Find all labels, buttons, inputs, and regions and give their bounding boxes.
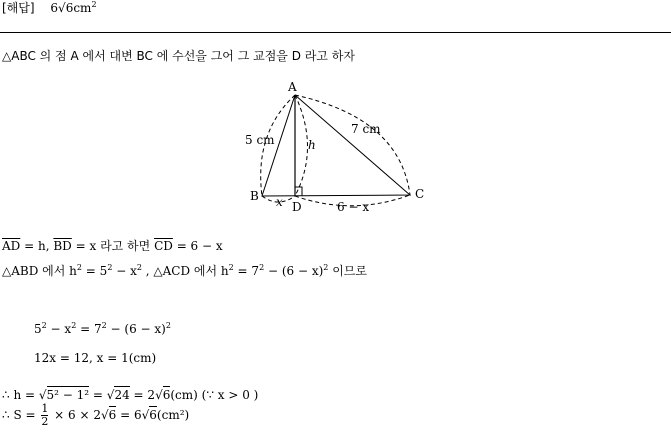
equation-2: 12x = 12, x = 1(cm) (34, 351, 157, 365)
answer-header: [해답] $6√6cm^2$ (2, 0, 97, 15)
answer-label: [해답] (2, 1, 35, 15)
rad-l4-2: 6 (149, 408, 157, 422)
answer-unit: cm (73, 1, 92, 15)
text-l2g: 이므로 (328, 264, 367, 278)
label-h: h (308, 138, 316, 152)
text-l2d: , △ACD 에서 h (141, 264, 229, 278)
label-ac: 7 cm (351, 122, 381, 136)
line-pythagoras: △ABD 에서 $h^2 = 5^2 - x^2$ , △ACD 에서 $h^2 = 7^2 - (6 - x)^2$ 이므로 (2, 263, 367, 278)
fraction-num: 1 (41, 402, 49, 415)
text-l1b: = x 라고 하면 (71, 239, 155, 253)
seg-cd: $\overline{CD}$ (154, 239, 173, 253)
text-eq1b: − x (46, 322, 72, 336)
seg-ad: $\overline{AD}$ (2, 239, 21, 253)
divider (0, 32, 671, 33)
label-b: B (250, 189, 259, 203)
text-l4d: (cm²) (156, 408, 190, 422)
equation-1: $5^2 - x^2 = 7^2 - (6 - x)^2$ (34, 321, 171, 336)
label-d: D (292, 200, 302, 214)
text-l1c: = 6 − x (172, 239, 223, 253)
triangle-sides (262, 95, 410, 196)
rad-l3-1: 5² − 1² (46, 388, 90, 402)
fraction-half (41, 403, 48, 428)
line-area-result: ∴ S = $\frac{1}{2}$ × 6 × 2√6 = 6√6(cm²) (2, 402, 190, 428)
rad-l4-1: 6 (108, 408, 117, 422)
rad-l3-2: 24 (114, 388, 130, 402)
right-angle-mark (295, 187, 302, 196)
text-l2f: − (6 − x) (264, 264, 324, 278)
text-l3d: (cm) (∵ x > 0 ) (170, 388, 259, 402)
label-bd: x (276, 195, 283, 209)
text-l2b: = 5 (81, 264, 108, 278)
text-eq1c: = 7 (76, 322, 102, 336)
text-l3c: = 2 (129, 388, 156, 402)
line-height-result: ∴ h = √5² − 1² = √24 = 2√6(cm) (∵ x > 0 ) (2, 388, 259, 402)
label-dc: 6 − x (337, 200, 370, 214)
text-l4c: = 6 (116, 408, 142, 422)
text-l4b: × 6 × 2 (50, 408, 101, 422)
fraction-den: 2 (41, 415, 49, 428)
triangle-figure (240, 78, 440, 218)
answer-coef: 6 (50, 1, 59, 15)
text-eq1a: 5 (34, 322, 42, 336)
text-eq1d: − (6 − x) (106, 322, 166, 336)
text-l3a: ∴ h = (2, 388, 39, 402)
seg-bd: $\overline{BD}$ (53, 239, 72, 253)
text-l1a: = h, (20, 239, 54, 253)
intro-text: △ABC 의 점 A 에서 대변 BC 에 수선을 그어 그 교점을 D 라고 하자 (2, 49, 355, 63)
text-l2e: = 7 (233, 264, 260, 278)
answer-radicand: 6 (65, 1, 74, 15)
brace-h (295, 95, 308, 196)
line-definitions (2, 240, 223, 252)
text-l4a: ∴ S = (2, 408, 40, 422)
text-l3b: = (89, 388, 107, 402)
text-l2c: − x (112, 264, 137, 278)
rad-l3-3: 6 (162, 388, 171, 402)
label-ab: 5 cm (245, 133, 275, 147)
text-l2a: △ABD 에서 h (2, 264, 77, 278)
label-c: C (415, 187, 425, 201)
label-a: A (288, 80, 297, 94)
